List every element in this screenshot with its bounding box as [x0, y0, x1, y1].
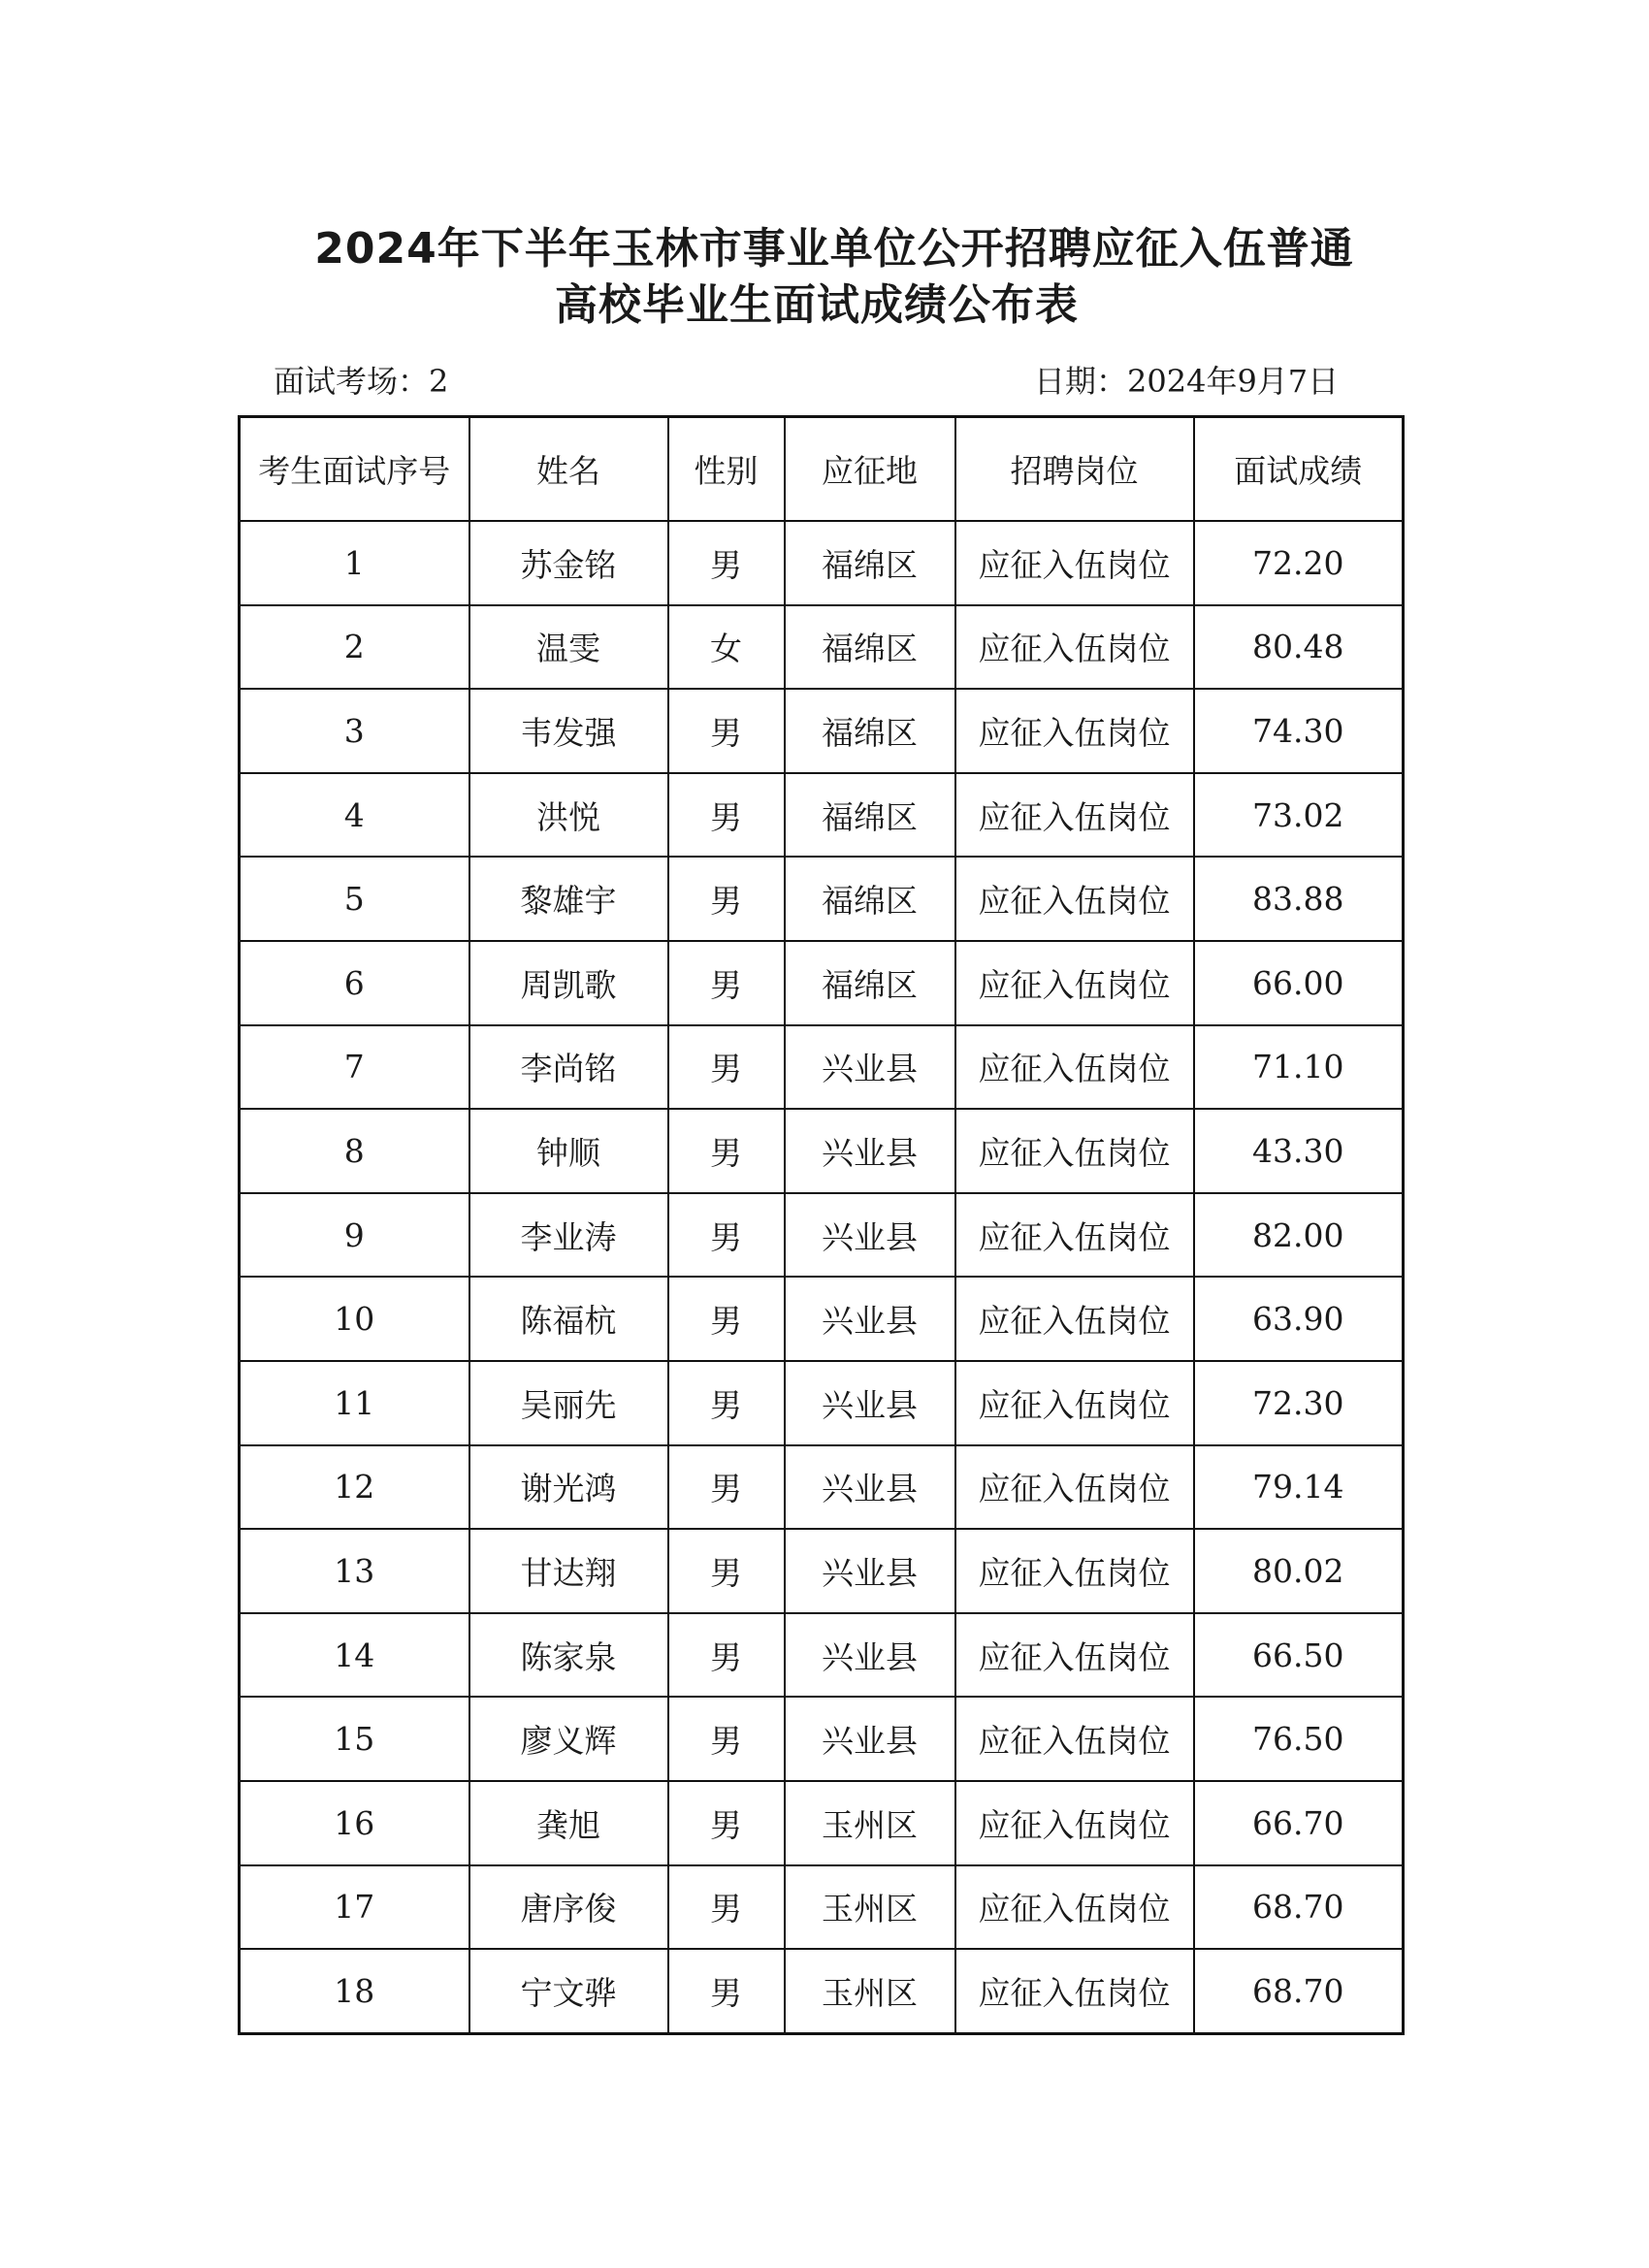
- table-row: [240, 1697, 1404, 1781]
- cell-position: 应征入伍岗位: [955, 1277, 1194, 1361]
- cell-position: 应征入伍岗位: [955, 605, 1194, 690]
- cell-score: 76.50: [1194, 1697, 1404, 1781]
- cell-seq: 1: [240, 521, 469, 605]
- cell-position: 应征入伍岗位: [955, 1781, 1194, 1865]
- table-row: [240, 1277, 1404, 1361]
- cell-gender: 男: [668, 1613, 785, 1698]
- table-row: [240, 941, 1404, 1025]
- cell-name: 唐序俊: [469, 1865, 668, 1950]
- cell-seq: 17: [240, 1865, 469, 1950]
- table-body: [240, 521, 1404, 2033]
- cell-name: 李尚铭: [469, 1025, 668, 1110]
- cell-gender: 男: [668, 1361, 785, 1445]
- cell-name: 洪悦: [469, 773, 668, 858]
- cell-seq: 5: [240, 857, 469, 941]
- cell-position: 应征入伍岗位: [955, 1193, 1194, 1278]
- cell-score: 66.70: [1194, 1781, 1404, 1865]
- cell-score: 66.50: [1194, 1613, 1404, 1698]
- cell-origin: 福绵区: [785, 941, 955, 1025]
- header-name: 姓名: [469, 417, 668, 522]
- cell-gender: 男: [668, 941, 785, 1025]
- cell-score: 72.20: [1194, 521, 1404, 605]
- cell-seq: 10: [240, 1277, 469, 1361]
- cell-gender: 男: [668, 773, 785, 858]
- cell-origin: 福绵区: [785, 857, 955, 941]
- table-row: [240, 1361, 1404, 1445]
- table-row: [240, 1781, 1404, 1865]
- header-seq: 考生面试序号: [240, 417, 469, 522]
- date-label: 日期：2024年9月7日: [1034, 363, 1340, 400]
- table-row: [240, 1529, 1404, 1613]
- cell-position: 应征入伍岗位: [955, 1613, 1194, 1698]
- cell-origin: 兴业县: [785, 1445, 955, 1530]
- cell-seq: 3: [240, 689, 469, 773]
- cell-position: 应征入伍岗位: [955, 941, 1194, 1025]
- table-row: [240, 1865, 1404, 1950]
- cell-name: 周凯歌: [469, 941, 668, 1025]
- cell-position: 应征入伍岗位: [955, 1697, 1194, 1781]
- cell-score: 43.30: [1194, 1109, 1404, 1193]
- cell-score: 71.10: [1194, 1025, 1404, 1110]
- cell-score: 72.30: [1194, 1361, 1404, 1445]
- cell-position: 应征入伍岗位: [955, 1025, 1194, 1110]
- cell-name: 黎雄宇: [469, 857, 668, 941]
- cell-origin: 兴业县: [785, 1277, 955, 1361]
- cell-origin: 玉州区: [785, 1949, 955, 2033]
- table-row: [240, 1109, 1404, 1193]
- cell-position: 应征入伍岗位: [955, 1109, 1194, 1193]
- cell-seq: 9: [240, 1193, 469, 1278]
- cell-seq: 14: [240, 1613, 469, 1698]
- cell-gender: 男: [668, 1445, 785, 1530]
- cell-position: 应征入伍岗位: [955, 1361, 1194, 1445]
- interview-score-table: [238, 415, 1405, 2035]
- cell-name: 吴丽先: [469, 1361, 668, 1445]
- cell-position: 应征入伍岗位: [955, 857, 1194, 941]
- cell-seq: 18: [240, 1949, 469, 2033]
- cell-seq: 7: [240, 1025, 469, 1110]
- cell-position: 应征入伍岗位: [955, 1529, 1194, 1613]
- cell-gender: 男: [668, 1109, 785, 1193]
- cell-score: 82.00: [1194, 1193, 1404, 1278]
- cell-seq: 8: [240, 1109, 469, 1193]
- cell-gender: 男: [668, 521, 785, 605]
- cell-gender: 男: [668, 1781, 785, 1865]
- cell-score: 83.88: [1194, 857, 1404, 941]
- cell-gender: 男: [668, 689, 785, 773]
- cell-position: 应征入伍岗位: [955, 1445, 1194, 1530]
- cell-name: 陈家泉: [469, 1613, 668, 1698]
- cell-score: 80.02: [1194, 1529, 1404, 1613]
- cell-position: 应征入伍岗位: [955, 521, 1194, 605]
- cell-score: 63.90: [1194, 1277, 1404, 1361]
- cell-position: 应征入伍岗位: [955, 1949, 1194, 2033]
- cell-origin: 福绵区: [785, 605, 955, 690]
- cell-name: 廖义辉: [469, 1697, 668, 1781]
- cell-gender: 男: [668, 857, 785, 941]
- cell-origin: 玉州区: [785, 1865, 955, 1950]
- cell-name: 甘达翔: [469, 1529, 668, 1613]
- cell-origin: 福绵区: [785, 689, 955, 773]
- cell-seq: 13: [240, 1529, 469, 1613]
- cell-score: 80.48: [1194, 605, 1404, 690]
- cell-origin: 兴业县: [785, 1613, 955, 1698]
- cell-score: 73.02: [1194, 773, 1404, 858]
- table-row: [240, 605, 1404, 690]
- cell-origin: 兴业县: [785, 1697, 955, 1781]
- cell-origin: 福绵区: [785, 773, 955, 858]
- cell-name: 韦发强: [469, 689, 668, 773]
- table-row: [240, 1445, 1404, 1530]
- cell-position: 应征入伍岗位: [955, 1865, 1194, 1950]
- cell-seq: 4: [240, 773, 469, 858]
- cell-gender: 男: [668, 1529, 785, 1613]
- table-row: [240, 1949, 1404, 2033]
- cell-position: 应征入伍岗位: [955, 773, 1194, 858]
- table-row: [240, 857, 1404, 941]
- cell-name: 李业涛: [469, 1193, 668, 1278]
- table-row: [240, 773, 1404, 858]
- cell-seq: 6: [240, 941, 469, 1025]
- cell-origin: 兴业县: [785, 1529, 955, 1613]
- header-origin: 应征地: [785, 417, 955, 522]
- cell-name: 龚旭: [469, 1781, 668, 1865]
- cell-gender: 女: [668, 605, 785, 690]
- header-score: 面试成绩: [1194, 417, 1404, 522]
- cell-name: 苏金铭: [469, 521, 668, 605]
- cell-origin: 玉州区: [785, 1781, 955, 1865]
- cell-gender: 男: [668, 1277, 785, 1361]
- cell-score: 68.70: [1194, 1949, 1404, 2033]
- cell-seq: 15: [240, 1697, 469, 1781]
- cell-gender: 男: [668, 1697, 785, 1781]
- cell-seq: 11: [240, 1361, 469, 1445]
- document-title-line-2: 高校毕业生面试成绩公布表: [555, 280, 1079, 330]
- cell-seq: 16: [240, 1781, 469, 1865]
- cell-gender: 男: [668, 1025, 785, 1110]
- cell-origin: 兴业县: [785, 1361, 955, 1445]
- document-title-line-1: 2024年下半年玉林市事业单位公开招聘应征入伍普通: [314, 224, 1354, 274]
- cell-origin: 兴业县: [785, 1025, 955, 1110]
- cell-origin: 兴业县: [785, 1193, 955, 1278]
- cell-name: 陈福杭: [469, 1277, 668, 1361]
- cell-gender: 男: [668, 1193, 785, 1278]
- cell-score: 66.00: [1194, 941, 1404, 1025]
- cell-position: 应征入伍岗位: [955, 689, 1194, 773]
- cell-seq: 2: [240, 605, 469, 690]
- cell-name: 温雯: [469, 605, 668, 690]
- table-header-row: [240, 417, 1404, 522]
- cell-name: 钟顺: [469, 1109, 668, 1193]
- cell-score: 79.14: [1194, 1445, 1404, 1530]
- cell-name: 谢光鸿: [469, 1445, 668, 1530]
- header-gender: 性别: [668, 417, 785, 522]
- table-row: [240, 689, 1404, 773]
- cell-name: 宁文骅: [469, 1949, 668, 2033]
- header-position: 招聘岗位: [955, 417, 1194, 522]
- cell-origin: 福绵区: [785, 521, 955, 605]
- cell-origin: 兴业县: [785, 1109, 955, 1193]
- table-row: [240, 1025, 1404, 1110]
- cell-seq: 12: [240, 1445, 469, 1530]
- cell-gender: 男: [668, 1865, 785, 1950]
- table-row: [240, 1613, 1404, 1698]
- exam-room-label: 面试考场：2: [274, 363, 449, 400]
- cell-score: 74.30: [1194, 689, 1404, 773]
- table-row: [240, 521, 1404, 605]
- cell-gender: 男: [668, 1949, 785, 2033]
- cell-score: 68.70: [1194, 1865, 1404, 1950]
- table-row: [240, 1193, 1404, 1278]
